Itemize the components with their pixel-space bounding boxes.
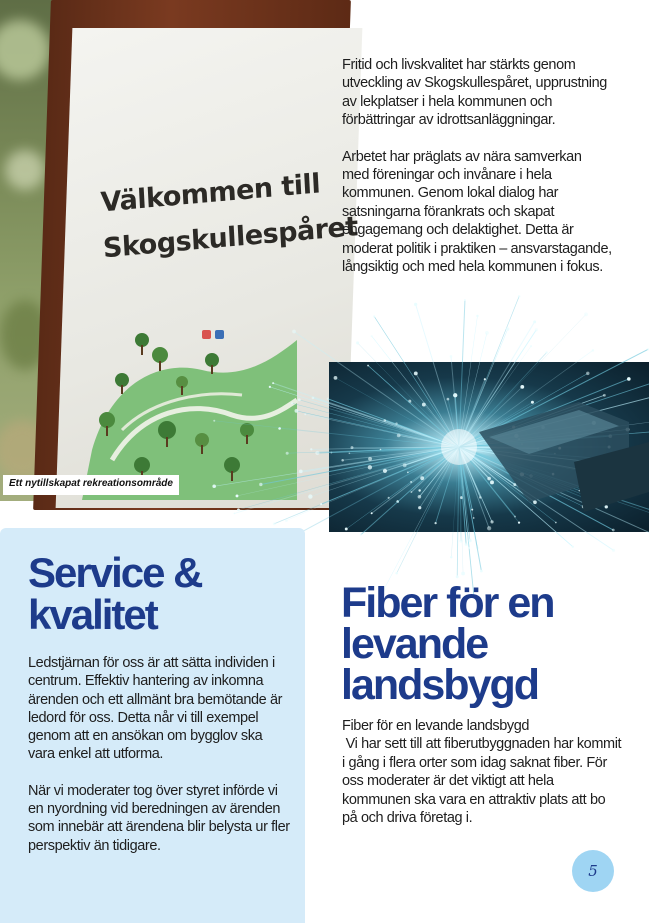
fiber-heading-line-2: levande xyxy=(341,620,488,668)
intro-paragraph-2: Arbetet har präglats av nära samverkan med föreningar och invånare i hela kommunen. Genom lokal dialog har satsningarna förankrats och skapat engagemang och delaktighet. Detta är moderat politik i praktiken – ansvarstagande, långsiktig och med hela kommunen i fokus. xyxy=(342,148,612,276)
network-plug-shape xyxy=(479,402,649,512)
intro-paragraph-1: Fritid och livskvalitet har stärkts genom utveckling av Skogskullespåret, upprustning av lekplatser i hela kommunen och förbättringar av idrottsanläggningar. xyxy=(342,57,607,129)
service-paragraph-2: När vi moderater tog över styret införde vi en nyordning vid beredningen av ärenden som innebär att ärendena blir belysta ur fler perspektiv än tidigare. xyxy=(28,782,290,854)
fiber-body xyxy=(342,717,625,827)
sign-title xyxy=(99,160,359,273)
fiber-heading-line-1: Fiber för en xyxy=(341,579,554,627)
service-heading-line-2: kvalitet xyxy=(28,591,157,638)
service-heading xyxy=(28,549,298,638)
page-number-badge: 5 xyxy=(572,850,614,892)
fiber-optic-strands xyxy=(329,362,649,532)
fiber-optics-photo xyxy=(329,362,649,532)
photo-caption: Ett nytillskapat rekreationsområde xyxy=(3,475,179,495)
fiber-heading-line-3: landsbygd xyxy=(341,661,539,709)
trail-map-illustration xyxy=(82,300,302,500)
fiber-paragraph: Vi har sett till att fiberutbyggnaden har kommit i gång i flera orter som idag saknat fiber. För oss moderater är det viktigt att hela kommunen ska vara en attraktiv plats att bo på och driva företag i. xyxy=(342,736,625,827)
service-paragraph-1: Ledstjärnan för oss är att sätta individen i centrum. Effektiv hantering av inkomna ärenden och ett allmänt bra bemötande är ledord för oss. Detta når vi till exempel genom att en ansökan om bygglov ska vara enkel att utforma. xyxy=(28,655,283,763)
service-heading-line-1: Service & xyxy=(28,549,202,596)
fiber-heading xyxy=(341,579,641,709)
sign-title-line-2: Skogskullespåret xyxy=(102,211,359,265)
fiber-subtitle: Fiber för en levande landsbygd xyxy=(342,718,530,734)
intro-text xyxy=(342,56,612,294)
service-body xyxy=(28,654,290,873)
sign-title-line-1: Välkommen till xyxy=(99,168,321,219)
